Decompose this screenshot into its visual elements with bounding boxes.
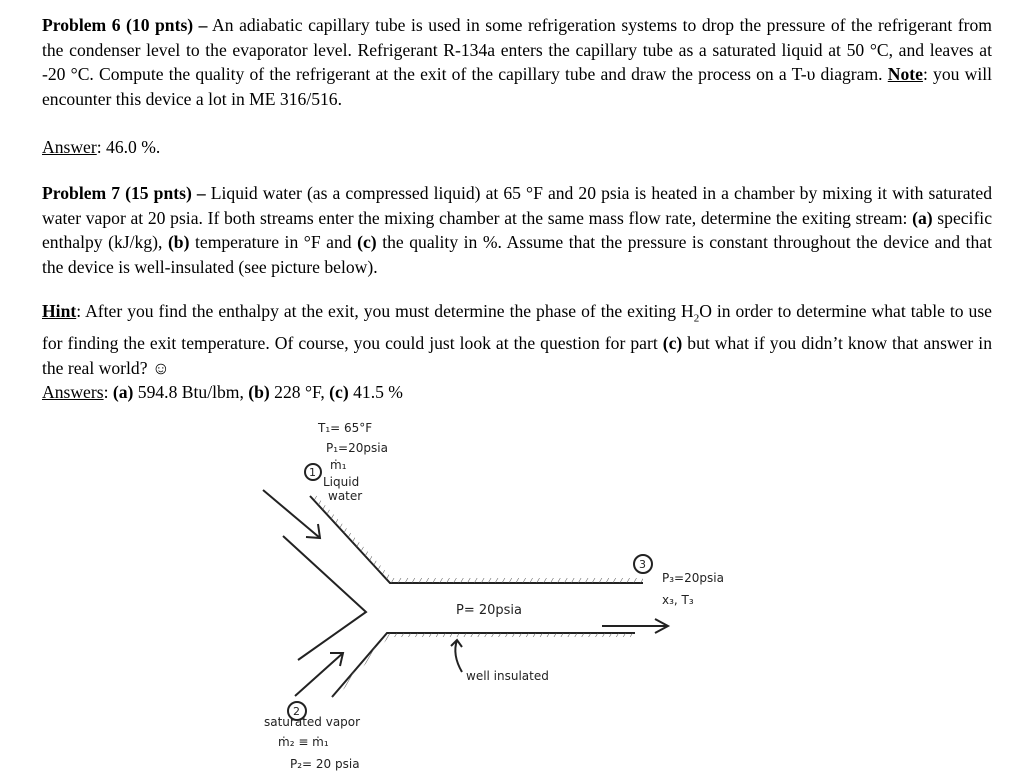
ans-c-value: 41.5 %: [348, 382, 403, 403]
p3-label: P₃=20psia: [662, 571, 724, 585]
ans-a-value: 594.8 Btu/lbm,: [133, 382, 249, 403]
part-a-text: specific enthalpy (kJ/kg),: [42, 207, 993, 252]
state-1: 1: [309, 466, 316, 479]
note-label: Note: [887, 64, 923, 84]
answers-sep: :: [103, 382, 113, 403]
note-text: : you will encounter this device a lot in ME 316/516.: [42, 64, 992, 109]
ans-b-value: 228 °F,: [269, 382, 330, 403]
hint-text-3: but what if you didn’t know that answer in the real world? ☺: [42, 333, 992, 378]
hint-label: Hint: [42, 301, 77, 321]
lower-wall: [332, 633, 635, 697]
m1-label: ṁ₁: [330, 458, 347, 472]
part-b-text: temperature in °F and: [189, 232, 358, 252]
part-c-text: the quality in %. Assume that the pressure is constant throughout the device and that the device is well-insulated (see picture below).: [42, 232, 992, 277]
hint-text: : After you find the enthalpy at the exit, you must determine the phase of the exiting H: [76, 301, 694, 321]
part-a: (a): [912, 207, 933, 228]
water-label: water: [328, 489, 363, 503]
state-2: 2: [293, 705, 300, 718]
m2-label: ṁ₂ ≡ ṁ₁: [278, 735, 329, 749]
insulated-pointer: [451, 640, 462, 672]
x3-t3-label: x₃, T₃: [662, 593, 694, 607]
divider-wall: [283, 536, 366, 660]
t1-label: T₁= 65°F: [318, 421, 373, 435]
state-3: 3: [639, 558, 646, 571]
part-c: (c): [357, 232, 377, 252]
ans-a: (a): [112, 382, 134, 403]
problem-6-heading: Problem 6 (10 pnts) –: [42, 15, 208, 35]
problem-6-text: An adiabatic capillary tube is used in some refrigeration systems to drop the pressure of the refrigerant from the condenser level to the evaporator level. Refrigerant R-134a enters the capillary tube as a saturated liquid at 50 °C, and leaves at -20 °C. Compute the quality of the refrigerant at the exit of the capillary tube and draw the process on a T-υ diagram.: [42, 15, 992, 84]
hint-part-c: (c): [662, 333, 683, 354]
ans-c: (c): [329, 382, 349, 403]
p2-label: P₂= 20 psia: [290, 757, 360, 771]
chamber-pressure-label: P= 20psia: [456, 603, 523, 618]
answers-label: Answers: [42, 382, 104, 403]
p1-label: P₁=20psia: [326, 441, 388, 455]
liquid-label: Liquid: [323, 475, 360, 489]
problem-7-text: Liquid water (as a compressed liquid) at 65 °F and 20 psia is heated in a chamber by mixing it with saturated water vapor at 20 psia. If both streams enter the mixing chamber at the same mass flow rate, determine the exiting stream:: [42, 183, 992, 228]
ans-b: (b): [248, 382, 270, 403]
upper-hatch: [310, 493, 643, 583]
subscript: 2: [693, 312, 700, 325]
answer-label: Answer: [42, 137, 97, 157]
hint-text-2: O in order to determine what table to use for finding the exit temperature. Of course, you could just look at the question for part: [42, 301, 992, 354]
problem-7-heading: Problem 7 (15 pnts) –: [42, 183, 206, 203]
answer-value: : 46.0 %.: [96, 137, 161, 157]
inlet-2-arrow: [295, 653, 343, 696]
upper-wall: [310, 496, 643, 583]
saturated-vapor-label: saturated vapor: [264, 715, 361, 729]
well-insulated-label: well insulated: [466, 669, 549, 683]
part-b: (b): [167, 232, 190, 252]
